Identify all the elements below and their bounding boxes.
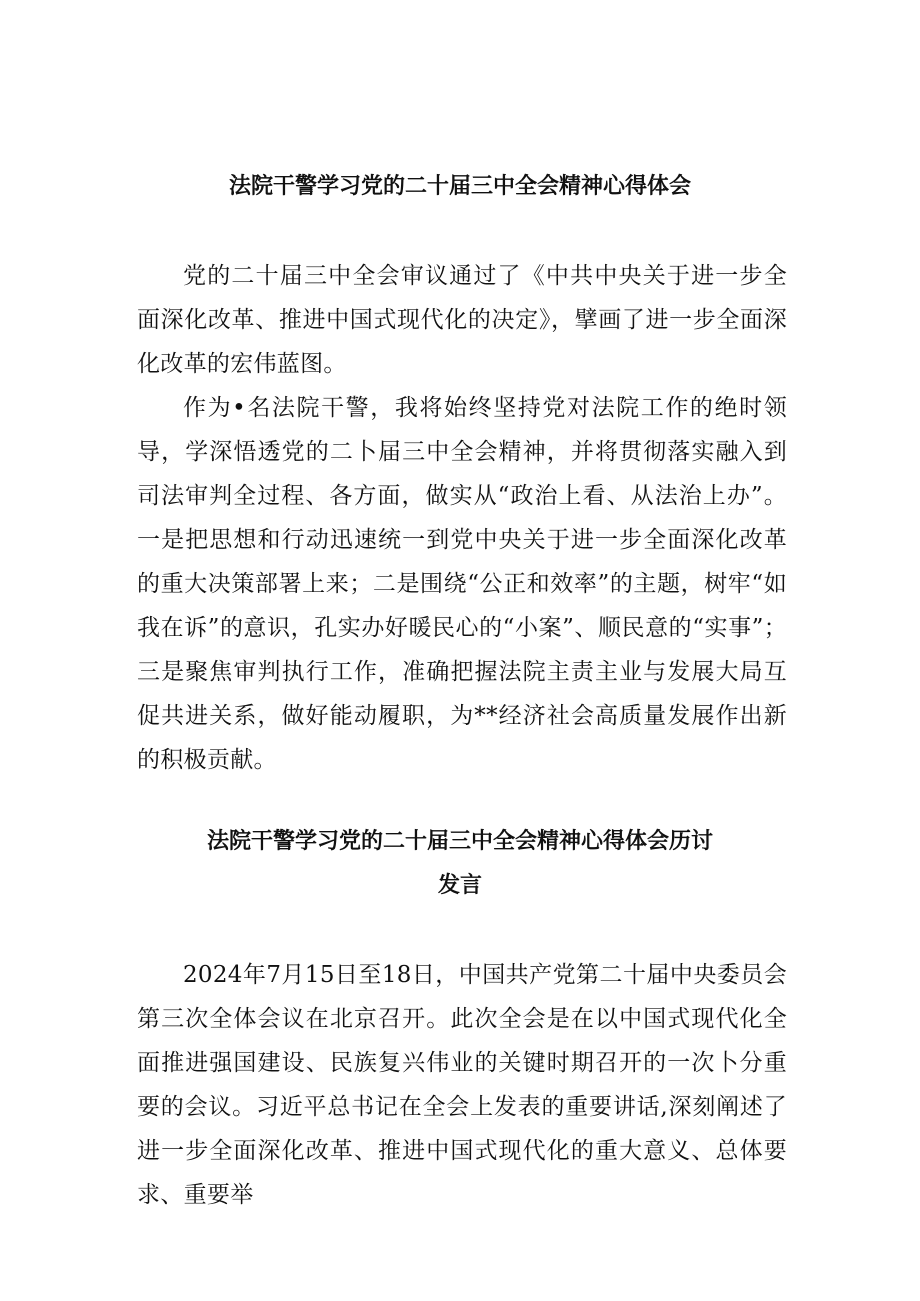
article-title-2-line-1: 法院干警学习党的二十届三中全会精神心得体会历讨 bbox=[206, 829, 713, 854]
body-paragraph: 作为•名法院干警，我将始终坚持党对法院工作的绝时领导，学深悟透党的二卜届三中全会精神，并将贯彻落实融入到司法审判全过程、各方面，做实从“政治上看、从法治上办”。一是把思想和行动迅速统一到党中央关于进一步全面深化改革的重大决策部署上来；二是围绕“公正和效率”的主题，树牢“如我在诉”的意识，孔实办好暖民心的“小案”、顺民意的“实事”；三是聚焦审判执行工作，准确把握法院主责主业与发展大局互促共进关系，做好能动履职，为**经济社会高质量发展作出新的积极贡献。 bbox=[137, 395, 787, 773]
article-title-2-line-2: 发言 bbox=[437, 873, 482, 898]
body-paragraph: 2024年7月15日至18日，中国共产党第二十届中央委员会第三次全体会议在北京召开。此次全会是在以中国式现代化全面推进强国建设、民族复兴伟业的关键时期召开的一次卜分重要的会议。习近平总书记在全会上发表的重要讲话,深刻阐述了进一步全面深化改革、推进中国式现代化的重大意义、总体要求、重要举 bbox=[137, 962, 787, 1208]
article-title-1: 法院干警学习党的二十届三中全会精神心得体会 bbox=[228, 174, 691, 199]
body-paragraph: 党的二十届三中全会审议通过了《中共中央关于进一步全面深化改革、推进中国式现代化的决定》，擘画了进一步全面深化改革的宏伟蓝图。 bbox=[137, 263, 787, 377]
article-body-2 bbox=[137, 953, 787, 1217]
article-body-1 bbox=[137, 254, 787, 782]
article-title-2 bbox=[0, 820, 920, 908]
